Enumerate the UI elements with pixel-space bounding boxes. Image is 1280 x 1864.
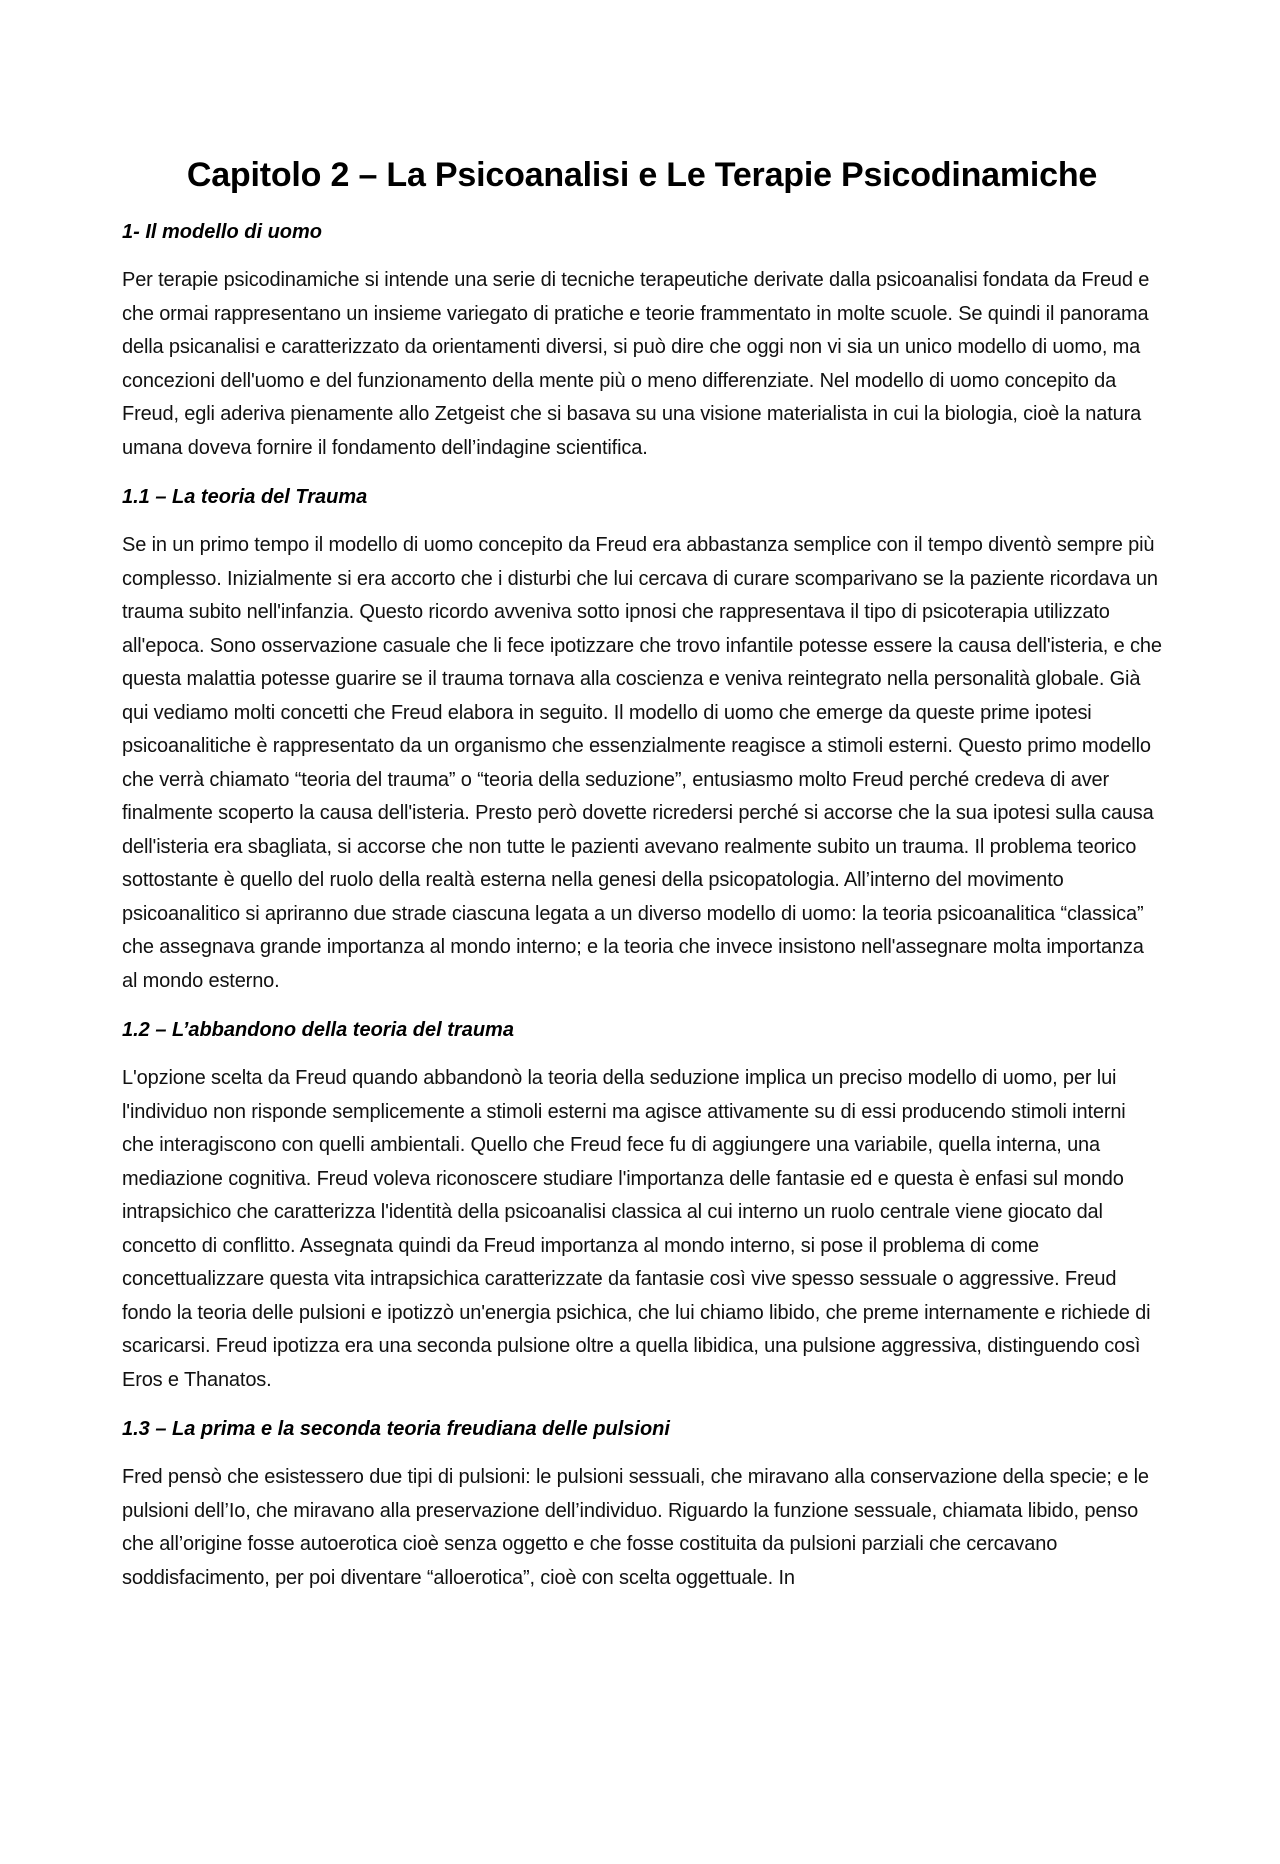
section-abbandono-teoria-trauma [122, 1016, 1162, 1397]
section-paragraph: Per terapie psicodinamiche si intende una serie di tecniche terapeutiche derivate dalla psicoanalisi fondata da Freud e che ormai rappresentano un insieme variegato di pratiche e teorie frammentato in molte scuole. Se quindi il panorama della psicanalisi e caratterizzato da orientamenti diversi, si può dire che oggi non vi sia un unico modello di uomo, ma concezioni dell'uomo e del funzionamento della mente più o meno differenziate. Nel modello di uomo concepito da Freud, egli aderiva pienamente allo Zetgeist che si basava su una visione materialista in cui la biologia, cioè la natura umana doveva fornire il fondamento dell’indagine scientifica. [122, 269, 1150, 459]
section-teorie-pulsioni [122, 1415, 1162, 1595]
section-teoria-del-trauma [122, 483, 1162, 998]
section-heading: 1.2 – L’abbandono della teoria del trauma [122, 1019, 514, 1041]
section-paragraph: Se in un primo tempo il modello di uomo concepito da Freud era abbastanza semplice con il tempo diventò sempre più complesso. Inizialmente si era accorto che i disturbi che lui cercava di curare scomparivano se la paziente ricordava un trauma subito nell'infanzia. Questo ricordo avveniva sotto ipnosi che rappresentava il tipo di psicoterapia utilizzato all'epoca. Sono osservazione casuale che li fece ipotizzare che trovo infantile potesse essere la causa dell'isteria, e che questa malattia potesse guarire se il trauma tornava alla coscienza e veniva reintegrato nella personalità globale. Già qui vediamo molti concetti che Freud elabora in seguito. Il modello di uomo che emerge da queste prime ipotesi psicoanalitiche è rappresentato da un organismo che essenzialmente reagisce a stimoli esterni. Questo primo modello che verrà chiamato “teoria del trauma” o “teoria della seduzione”, entusiasmo molto Freud perché credeva di aver finalmente scoperto la causa dell'isteria. Presto però dovette ricredersi perché si accorse che la sua ipotesi sulla causa dell'isteria era sbagliata, si accorse che non tutte le pazienti avevano realmente subito un trauma. Il problema teorico sottostante è quello del ruolo della realtà esterna nella genesi della psicopatologia. All’interno del movimento psicoanalitico si apriranno due strade ciascuna legata a un diverso modello di uomo: la teoria psicoanalitica “classica” che assegnava grande importanza al mondo interno; e la teoria che invece insistono nell'assegnare molta importanza al mondo esterno. [122, 534, 1162, 992]
section-modello-di-uomo [122, 218, 1162, 465]
page-title: Capitolo 2 – La Psicoanalisi e Le Terapie Psicodinamiche [186, 156, 1098, 194]
document-page [122, 150, 1162, 1613]
section-heading: 1- Il modello di uomo [122, 221, 322, 243]
section-heading: 1.1 – La teoria del Trauma [122, 486, 368, 508]
section-paragraph: L'opzione scelta da Freud quando abbandonò la teoria della seduzione implica un preciso modello di uomo, per lui l'individuo non risponde semplicemente a stimoli esterni ma agisce attivamente su di essi producendo stimoli interni che interagiscono con quelli ambientali. Quello che Freud fece fu di aggiungere una variabile, quella interna, una mediazione cognitiva. Freud voleva riconoscere studiare l'importanza delle fantasie ed e questa è enfasi sul mondo intrapsichico che caratterizza l'identità della psicoanalisi classica al cui interno un ruolo centrale viene giocato dal concetto di conflitto. Assegnata quindi da Freud importanza al mondo interno, si pose il problema di come concettualizzare questa vita intrapsichica caratterizzate da fantasie così vive spesso sessuale o aggressive. Freud fondo la teoria delle pulsioni e ipotizzò un'energia psichica, che lui chiamo libido, che preme internamente e richiede di scaricarsi. Freud ipotizza era una seconda pulsione oltre a quella libidica, una pulsione aggressiva, distinguendo così Eros e Thanatos. [122, 1067, 1151, 1391]
section-heading: 1.3 – La prima e la seconda teoria freudiana delle pulsioni [122, 1418, 670, 1440]
section-paragraph: Fred pensò che esistessero due tipi di pulsioni: le pulsioni sessuali, che miravano alla conservazione della specie; e le pulsioni dell’Io, che miravano alla preservazione dell’individuo. Riguardo la funzione sessuale, chiamata libido, penso che all’origine fosse autoerotica cioè senza oggetto e che fosse costituita da pulsioni parziali che cercavano soddisfacimento, per poi diventare “alloerotica”, cioè con scelta oggettuale. In [122, 1466, 1149, 1589]
